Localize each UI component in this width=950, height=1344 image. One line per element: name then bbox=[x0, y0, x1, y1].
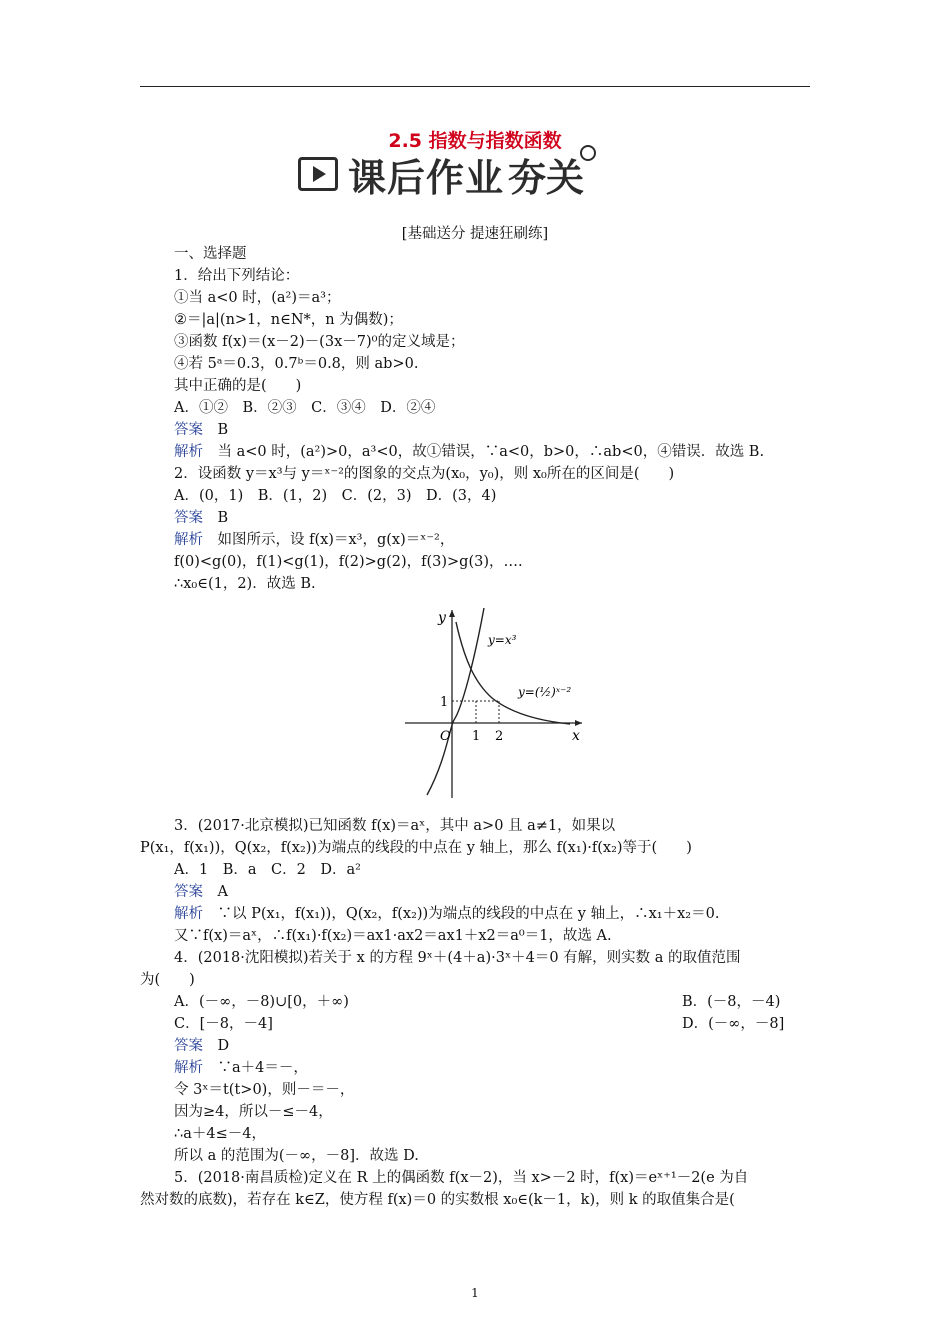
analysis-label: 解析 bbox=[174, 444, 203, 460]
answer-value: B bbox=[217, 422, 229, 438]
answer-label: 答案 bbox=[174, 510, 203, 526]
curve-cubic bbox=[427, 608, 484, 795]
section-heading: 一、选择题 bbox=[174, 246, 247, 262]
q1-statement-4: ④若 5ᵃ＝0.3，0.7ᵇ＝0.8，则 ab>0. bbox=[174, 356, 419, 372]
y-axis-label: y bbox=[438, 610, 446, 626]
q1-ask: 其中正确的是( ) bbox=[174, 378, 302, 394]
q3-stem-1: 3．(2017·北京模拟)已知函数 f(x)＝aˣ，其中 a>0 且 a≠1，如果以 bbox=[174, 818, 616, 834]
q5-stem-1: 5．(2018·南昌质检)定义在 R 上的偶函数 f(x－2)，当 x>－2 时，f(x)＝eˣ⁺¹－2(e 为自 bbox=[174, 1170, 749, 1186]
q3-analysis-1 bbox=[174, 904, 719, 924]
y-axis-arrow bbox=[449, 610, 455, 617]
q2-answer bbox=[174, 508, 228, 528]
q2-analysis-3: ∴x₀∈(1，2)．故选 B. bbox=[174, 576, 316, 592]
page-number: 1 bbox=[471, 1286, 479, 1300]
curve-exponential-label: y=(½)ˣ⁻² bbox=[518, 685, 572, 699]
q4-analysis-3: 因为≥4，所以－≤－4， bbox=[174, 1104, 333, 1120]
analysis-label: 解析 bbox=[174, 906, 203, 922]
q1-statement-3: ③函数 f(x)＝(x－2)－(3x－7)⁰的定义域是； bbox=[174, 334, 465, 350]
x-axis-label: x bbox=[572, 728, 580, 744]
q4-option-c: C．[－8，－4] bbox=[174, 1016, 273, 1032]
q4-option-d: D．(－∞，－8] bbox=[682, 1016, 785, 1032]
play-icon bbox=[298, 157, 338, 191]
answer-label: 答案 bbox=[174, 1038, 203, 1054]
answer-label: 答案 bbox=[174, 422, 203, 438]
q4-analysis-1 bbox=[174, 1058, 308, 1078]
q1-statement-2: ②＝|a|(n>1，n∈N*，n 为偶数)； bbox=[174, 312, 403, 328]
q2-analysis-2: f(0)<g(0)，f(1)<g(1)，f(2)>g(2)，f(3)>g(3)，…. bbox=[174, 554, 523, 570]
q1-stem: 1．给出下列结论： bbox=[174, 268, 300, 284]
answer-value: D bbox=[217, 1038, 230, 1054]
q4-options-row-2 bbox=[174, 1014, 785, 1034]
q3-stem-2: P(x₁，f(x₁))，Q(x₂，f(x₂))为端点的线段的中点在 y 轴上，那么 f(x₁)·f(x₂)等于( ) bbox=[140, 840, 692, 856]
analysis-text: 如图所示，设 f(x)＝x³，g(x)＝ˣ⁻²， bbox=[217, 532, 455, 548]
q2-options: A．(0，1) B．(1，2) C．(2，3) D．(3，4) bbox=[174, 488, 497, 504]
q2-stem: 2．设函数 y＝x³与 y＝ˣ⁻²的图象的交点为(x₀，y₀)，则 x₀所在的区间是( ) bbox=[174, 466, 675, 482]
q3-answer bbox=[174, 882, 228, 902]
analysis-label: 解析 bbox=[174, 1060, 203, 1076]
page-title: 2.5 指数与指数函数 bbox=[388, 130, 562, 152]
tick-x-2: 2 bbox=[495, 729, 504, 744]
q3-options: A．1 B．a C．2 D．a² bbox=[174, 862, 361, 878]
q1-analysis bbox=[174, 442, 764, 462]
curve-cubic-label: y=x³ bbox=[488, 633, 517, 647]
q3-analysis-2: 又∵f(x)＝aˣ，∴f(x₁)·f(x₂)＝ax1·ax2＝ax1＋x2＝a⁰＝1，故选 A. bbox=[174, 928, 612, 944]
analysis-text: ∵以 P(x₁，f(x₁))，Q(x₂，f(x₂))为端点的线段的中点在 y 轴上，∴x₁＋x₂＝0. bbox=[217, 906, 720, 922]
q4-answer bbox=[174, 1036, 229, 1056]
x-axis-arrow bbox=[575, 720, 582, 726]
q4-stem-1: 4．(2018·沈阳模拟)若关于 x 的方程 9ˣ＋(4＋a)·3ˣ＋4＝0 有解，则实数 a 的取值范围 bbox=[174, 950, 741, 966]
subtitle: [基础送分 提速狂刷练] bbox=[401, 226, 549, 242]
q1-statement-1: ①当 a<0 时，(a²)＝a³； bbox=[174, 290, 341, 306]
q4-analysis-5: 所以 a 的范围为(－∞，－8]．故选 D. bbox=[174, 1148, 419, 1164]
header-rule bbox=[140, 86, 810, 87]
ring-icon bbox=[580, 145, 596, 161]
answer-value: A bbox=[217, 884, 228, 900]
analysis-text: 当 a<0 时，(a²)>0，a³<0，故①错误，∵a<0，b>0，∴ab<0，④错误．故选 B. bbox=[217, 444, 765, 460]
function-graph bbox=[400, 600, 590, 800]
q4-analysis-2: 令 3ˣ＝t(t>0)，则－＝－， bbox=[174, 1082, 355, 1098]
answer-value: B bbox=[217, 510, 229, 526]
banner-logo bbox=[508, 147, 584, 202]
q1-answer bbox=[174, 420, 228, 440]
q4-option-a: A．(－∞，－8)∪[0，＋∞) bbox=[174, 994, 349, 1010]
q5-stem-2: 然对数的底数)，若存在 k∈Z，使方程 f(x)＝0 的实数根 x₀∈(k－1，k)，则 k 的取值集合是( bbox=[140, 1192, 735, 1208]
section-banner bbox=[298, 150, 584, 198]
analysis-text: ∵a＋4＝－， bbox=[217, 1060, 308, 1076]
q4-analysis-4: ∴a＋4≤－4， bbox=[174, 1126, 266, 1142]
origin-label: O bbox=[440, 729, 451, 744]
banner-text: 课后作业 bbox=[348, 155, 505, 200]
q1-options: A．①② B．②③ C．③④ D．②④ bbox=[174, 400, 436, 416]
answer-label: 答案 bbox=[174, 884, 203, 900]
banner-logo-text: 夯关 bbox=[508, 155, 585, 200]
tick-y-1: 1 bbox=[440, 695, 449, 710]
q2-analysis-1 bbox=[174, 530, 454, 550]
tick-x-1: 1 bbox=[472, 729, 481, 744]
analysis-label: 解析 bbox=[174, 532, 203, 548]
q4-options-row-1 bbox=[174, 992, 781, 1012]
q4-option-b: B．(－8，－4) bbox=[682, 994, 781, 1010]
q4-stem-2: 为( ) bbox=[140, 972, 195, 988]
